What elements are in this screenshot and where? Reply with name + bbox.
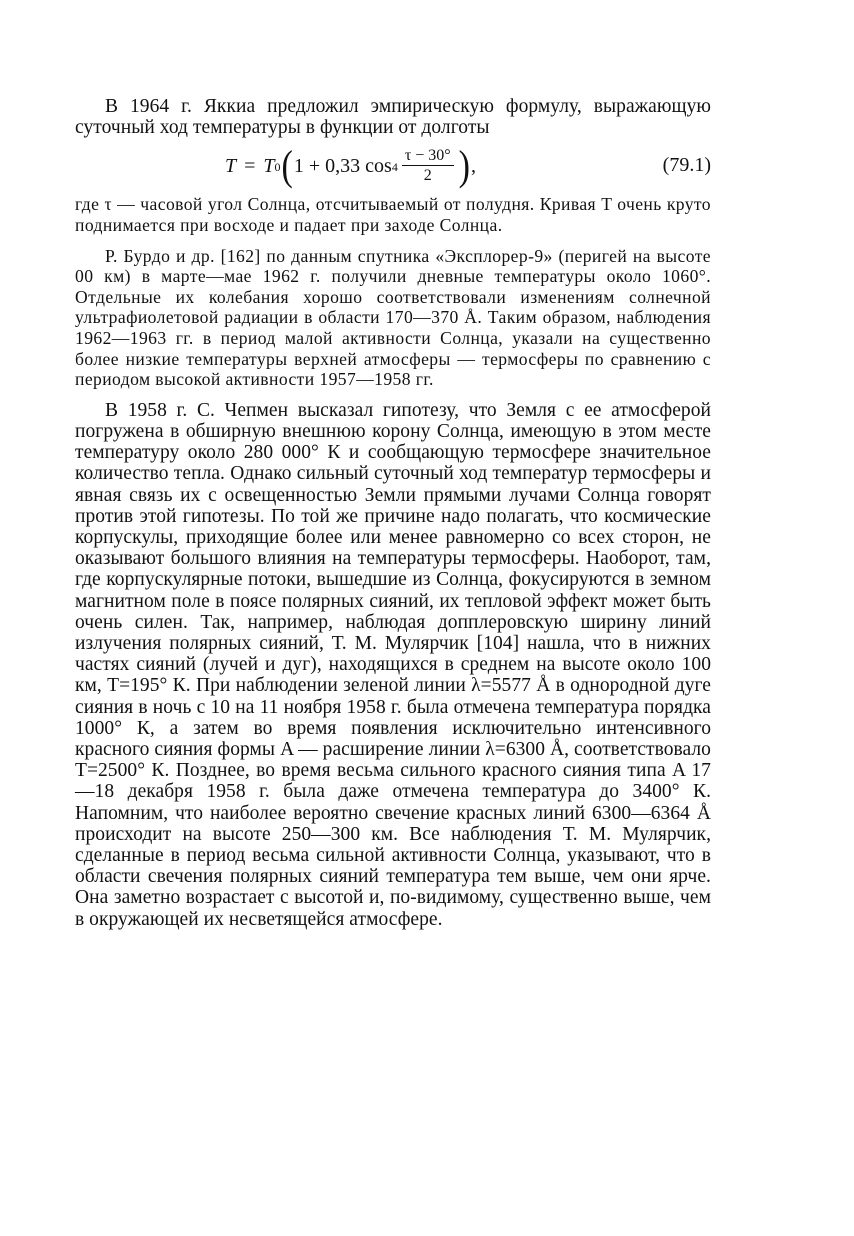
formula-one-plus-cos: 1 + 0,33 cos: [293, 155, 392, 178]
formula-body: T = T 0 ( 1 + 0,33 cos 4 $\frac{\tau - 30^\circ}{2}$ ) ,: [225, 143, 476, 190]
document-page: [75, 96, 711, 930]
paragraph-chapman-hypothesis: В 1958 г. С. Чепмен высказал гипотезу, что Земля с ее атмосферой погружена в обширную внешнюю корону Солнца, имеющую в этом месте температуру около 280 000° К и сообщающую термосфере значительное количество тепла. Однако сильный суточный ход температур термосферы и явная связь их с освещенностью Земли прямыми лучами Солнца говорят против этой гипотезы. По той же причине надо полагать, что космические корпускулы, приходящие более или менее равномерно со всех сторон, не оказывают большого влияния на температуры термосферы. Наоборот, там, где корпускулярные потоки, вышедшие из Солнца, фокусируются в земном магнитном поле в поясе полярных сияний, их тепловой эффект может быть очень силен. Так, например, наблюдая допплеровскую ширину линий излучения полярных сияний, Т. М. Мулярчик [104] нашла, что в нижних частях сияний (лучей и дуг), находящихся в среднем на высоте около 100 км, T=195° К. При наблюдении зеленой линии λ=5577 Å в однородной дуге сияния в ночь с 10 на 11 ноября 1958 г. была отмечена температура порядка 1000° К, а затем во время появления исключительно интенсивного красного сияния формы A — расширение линии λ=6300 Å, соответствовало T=2500° К. Позднее, во время весьма сильного красного сияния типа A 17—18 декабря 1958 г. была даже отмечена температура до 3400° К. Напомним, что наиболее вероятно свечение красных линий 6300—6364 Å происходит на высоте 250—300 км. Все наблюдения Т. М. Мулярчик, сделанные в период весьма сильной активности Солнца, указывают, что в области свечения полярных сияний температура тем выше, чем они ярче. Она заметно возрастает с высотой и, по-видимому, существенно выше, чем в окружающей их несветящейся атмосфере.: [75, 399, 711, 930]
paragraph-tau-definition: где τ — часовой угол Солнца, отсчитываемый от полудня. Кривая T очень круто поднимается при восходе и падает при заходе Солнца.: [75, 194, 711, 235]
paragraph-burdo-explorer: Р. Бурдо и др. [162] по данным спутника «Эксплорер-9» (перигей на высоте 00 км) в марте—мае 1962 г. получили дневные температуры около 1060°. Отдельные их колебания хорошо соответствовали изменениям солнечной ультрафиолетовой радиации в области 170—370 Å. Таким образом, наблюдения 1962—1963 гг. в период малой активности Солнца, указали на существенно более низкие температуры верхней атмосферы — термосферы по сравнению с периодом высокой активности 1957—1958 гг.: [75, 245, 711, 390]
paragraph-gap: [75, 236, 711, 246]
formula-fraction: [402, 147, 454, 184]
formula-equals: =: [244, 155, 256, 178]
formula-right-paren: ): [458, 143, 470, 190]
equation-79-1: [75, 140, 711, 190]
formula-trailing-comma: ,: [471, 155, 476, 178]
formula-fraction-numerator: τ − 30°: [402, 147, 454, 166]
formula-lhs: T: [225, 155, 237, 178]
paragraph-gap: [75, 390, 711, 400]
equation-number: (79.1): [662, 154, 711, 177]
paragraph-jacchia-intro: В 1964 г. Яккиа предложил эмпирическую формулу, выражающую суточный ход температуры в функции от долготы: [75, 96, 711, 139]
formula-left-paren: (: [281, 143, 293, 190]
formula-fraction-denominator: 2: [423, 167, 432, 185]
formula-t0: T: [263, 155, 275, 178]
